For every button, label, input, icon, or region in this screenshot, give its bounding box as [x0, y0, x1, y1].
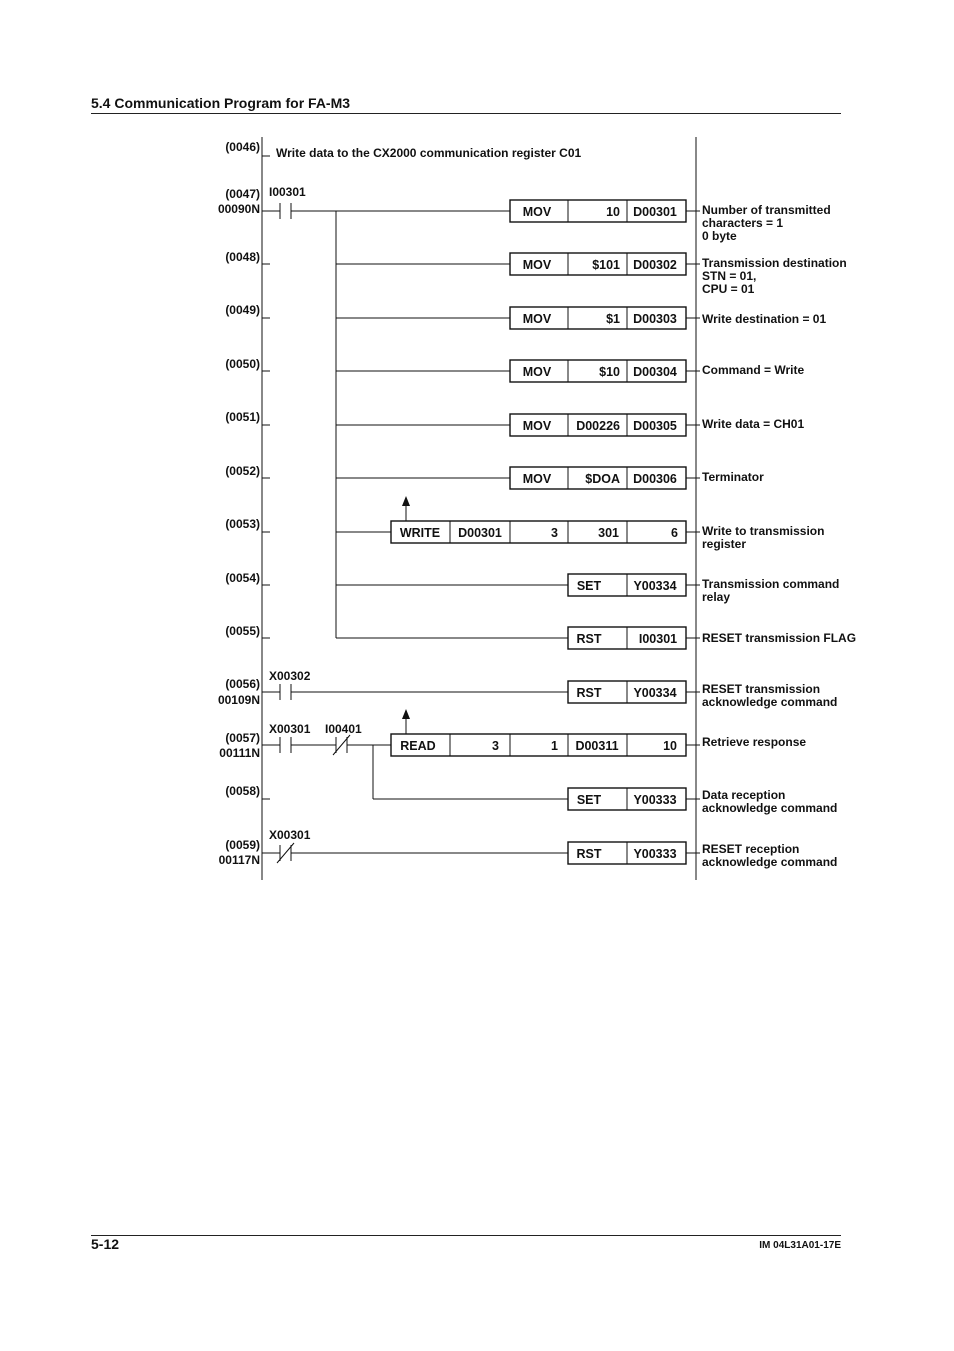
rung-note: Transmission destination [702, 256, 847, 270]
section-title: 5.4 Communication Program for FA-M3 [91, 95, 351, 111]
instruction-cell: MOV [522, 365, 552, 379]
rung-address: 00111N [219, 746, 260, 760]
instruction-cell: SET [576, 579, 602, 593]
rung-note: STN = 01, [702, 269, 757, 283]
instruction-cell: D00226 [576, 419, 620, 433]
instruction-cell: MOV [522, 472, 552, 486]
contact-label: X00302 [269, 669, 311, 683]
rung-note: characters = 1 [702, 216, 784, 230]
instruction-cell: RST [576, 686, 602, 700]
instruction-cell: 10 [663, 739, 677, 753]
instruction-cell: 1 [551, 739, 558, 753]
step-number: (0050) [225, 357, 260, 371]
rung-note: Transmission command [702, 577, 840, 591]
rung-note: Number of transmitted [702, 203, 831, 217]
step-number: (0059) [225, 838, 260, 852]
instruction-cell: MOV [522, 205, 552, 219]
instruction-cell: SET [576, 793, 602, 807]
instruction-cell: MOV [522, 258, 552, 272]
rung-note: relay [702, 590, 731, 604]
instruction-cell: WRITE [399, 526, 441, 540]
instruction-cell: D00301 [458, 526, 502, 540]
document-id: IM 04L31A01-17E [759, 1240, 841, 1251]
instruction-cell: MOV [522, 419, 552, 433]
rung-note: CPU = 01 [702, 282, 755, 296]
instruction-cell: $10 [599, 365, 620, 379]
instruction-cell: $1 [606, 312, 620, 326]
rung-note: Write to transmission [702, 524, 825, 538]
rung-note: Write data = CH01 [702, 417, 805, 431]
step-number: (0048) [225, 250, 260, 264]
instruction-cell: READ [400, 739, 436, 753]
rung-note: RESET transmission FLAG [702, 631, 857, 645]
instruction-cell: MOV [522, 312, 552, 326]
rung-address: 00090N [217, 202, 260, 216]
instruction-cell: I00301 [638, 632, 678, 646]
instruction-cell: D00303 [633, 312, 677, 326]
rung-note: register [702, 537, 747, 551]
instruction-cell: $101 [592, 258, 620, 272]
rung-note: Retrieve response [702, 735, 807, 749]
rung-note: RESET reception [702, 842, 800, 856]
instruction-cell: Y00334 [633, 579, 677, 593]
step-number: (0056) [225, 677, 260, 691]
instruction-cell: $DOA [585, 472, 620, 486]
instruction-cell: D00305 [633, 419, 677, 433]
rung-note: Data reception [702, 788, 786, 802]
step-number: (0051) [225, 410, 260, 424]
instruction-cell: Y00333 [633, 847, 677, 861]
rung-note: RESET transmission [702, 682, 821, 696]
footer-rule [91, 1235, 841, 1236]
instruction-cell: D00301 [633, 205, 677, 219]
instruction-cell: 301 [598, 526, 619, 540]
rung-address: 00109N [217, 693, 260, 707]
arrow-up-icon [402, 709, 410, 719]
step-number: (0057) [225, 731, 260, 745]
rung-comment: Write data to the CX2000 communication register C01 [276, 146, 582, 160]
step-number: (0047) [225, 187, 260, 201]
rung-note: acknowledge command [702, 801, 838, 815]
contact-label: I00401 [325, 722, 362, 736]
instruction-cell: D00304 [633, 365, 677, 379]
instruction-cell: Y00334 [633, 686, 677, 700]
instruction-cell: D00311 [575, 739, 619, 753]
instruction-cell: 10 [606, 205, 620, 219]
step-number: (0049) [225, 303, 260, 317]
instruction-cell: Y00333 [633, 793, 677, 807]
rung-note: Command = Write [702, 363, 805, 377]
arrow-up-icon [402, 496, 410, 506]
step-number: (0058) [225, 784, 260, 798]
step-number: (0053) [225, 517, 260, 531]
step-number: (0046) [225, 140, 260, 154]
rung-note: acknowledge command [702, 855, 838, 869]
page-number: 5-12 [91, 1236, 120, 1252]
contact-label: I00301 [269, 185, 306, 199]
instruction-cell: D00306 [633, 472, 677, 486]
instruction-cell: D00302 [633, 258, 677, 272]
instruction-cell: 3 [492, 739, 499, 753]
step-number: (0054) [225, 571, 260, 585]
step-number: (0052) [225, 464, 260, 478]
instruction-cell: RST [576, 847, 602, 861]
contact-label: X00301 [269, 722, 311, 736]
rung-note: acknowledge command [702, 695, 838, 709]
rung-address: 00117N [218, 853, 260, 867]
instruction-cell: 3 [551, 526, 558, 540]
instruction-cell: RST [576, 632, 602, 646]
rung-note: 0 byte [702, 229, 737, 243]
rung-note: Write destination = 01 [702, 312, 827, 326]
rung-note: Terminator [702, 470, 764, 484]
contact-label: X00301 [269, 828, 311, 842]
step-number: (0055) [225, 624, 260, 638]
instruction-cell: 6 [671, 526, 678, 540]
